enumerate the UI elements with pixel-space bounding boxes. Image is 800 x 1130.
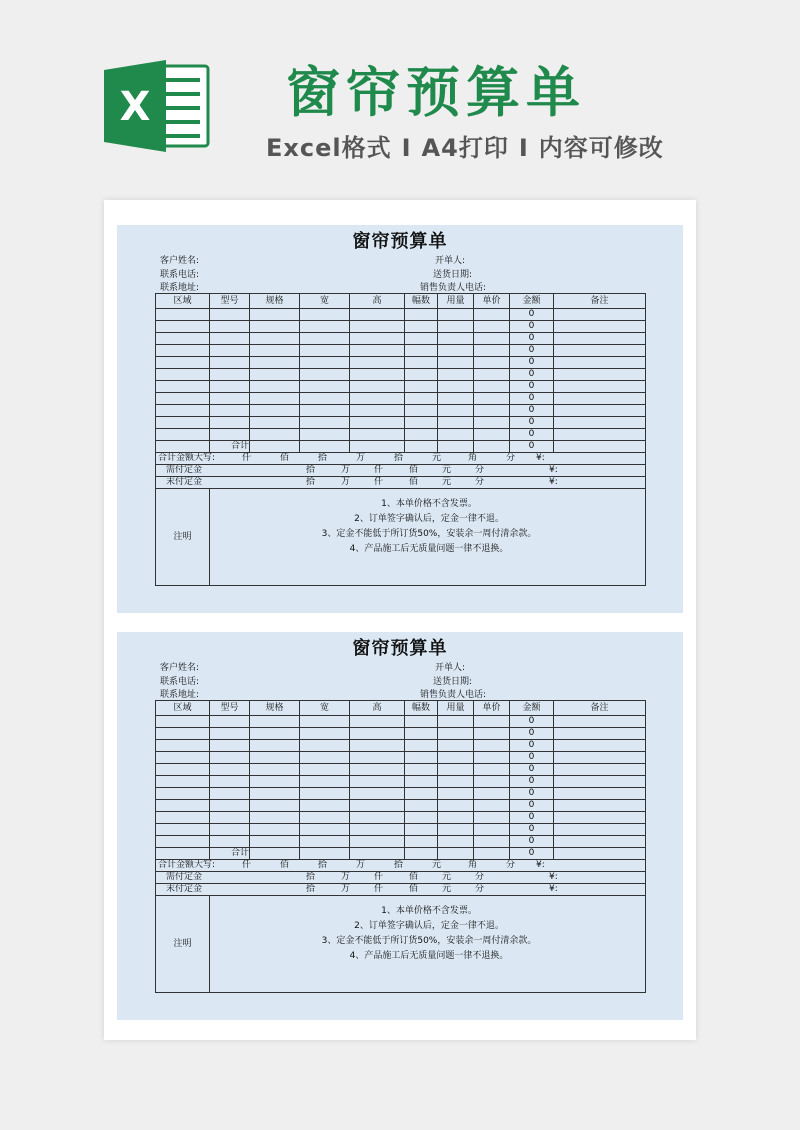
notes-list	[210, 489, 646, 586]
table-row	[156, 728, 646, 740]
unit-bai: 佰	[409, 884, 419, 894]
total-row	[156, 848, 646, 860]
form-title: 窗帘预算单	[352, 231, 448, 252]
unit-shi: 拾	[306, 884, 316, 894]
col-panels: 幅数	[405, 294, 438, 309]
total-amount: 0	[510, 441, 554, 453]
unit-shi: 拾	[394, 860, 404, 870]
customer-name-label: 客户姓名:	[160, 663, 200, 673]
col-usage: 用量	[438, 701, 474, 716]
unit-yuan: 元	[442, 465, 452, 475]
deposit-row	[156, 465, 646, 477]
row-amount: 0	[510, 776, 554, 788]
table-header-row	[156, 294, 646, 309]
unit-bai: 佰	[409, 477, 419, 487]
notes-row	[156, 896, 646, 993]
row-amount: 0	[510, 381, 554, 393]
table-row	[156, 812, 646, 824]
note-item: 2、订单签字确认后，定金一律不退。	[354, 514, 504, 524]
col-usage: 用量	[438, 294, 474, 309]
notes-list	[210, 896, 646, 993]
unit-shi: 拾	[318, 860, 328, 870]
budget-form-2	[117, 632, 683, 1020]
subtitle-separator: I	[518, 134, 529, 162]
unit-wan: 万	[356, 860, 366, 870]
table-row	[156, 321, 646, 333]
issuer-label: 开单人:	[435, 256, 466, 266]
note-item: 4、产品施工后无质量问题一律不退换。	[349, 544, 509, 554]
notes-label: 注明	[156, 896, 210, 993]
table-row	[156, 309, 646, 321]
unit-fen: 分	[506, 453, 516, 463]
amount-in-words-row	[156, 453, 646, 465]
notes-row	[156, 489, 646, 586]
row-amount: 0	[510, 836, 554, 848]
unit-qian: 仟	[242, 860, 252, 870]
table-row	[156, 333, 646, 345]
unit-yuan: 元	[442, 872, 452, 882]
paper-sheet	[104, 200, 696, 1040]
table-row	[156, 800, 646, 812]
unit-qian: 仟	[374, 477, 384, 487]
col-unit-price: 单价	[474, 701, 510, 716]
subtitle-editable: 内容可修改	[538, 134, 664, 162]
unit-fen: 分	[475, 465, 485, 475]
unit-yuan: 元	[432, 453, 442, 463]
col-area: 区域	[156, 701, 210, 716]
page-title: 窗帘预算单	[286, 61, 586, 124]
subtitle-format: Excel格式	[266, 134, 392, 162]
sales-phone-label: 销售负责人电话:	[420, 690, 487, 700]
row-amount: 0	[510, 429, 554, 441]
row-amount: 0	[510, 321, 554, 333]
table-row	[156, 405, 646, 417]
table-row	[156, 776, 646, 788]
table-row	[156, 429, 646, 441]
note-item: 1、本单价格不含发票。	[381, 906, 477, 916]
unit-shi: 拾	[306, 872, 316, 882]
row-amount: 0	[510, 740, 554, 752]
budget-form-1	[117, 225, 683, 613]
row-amount: 0	[510, 333, 554, 345]
unit-qian: 仟	[374, 884, 384, 894]
table-row	[156, 369, 646, 381]
amount-in-words-row	[156, 860, 646, 872]
issuer-label: 开单人:	[435, 663, 466, 673]
unit-wan: 万	[341, 477, 351, 487]
unit-jiao: 角	[468, 453, 478, 463]
unit-bai: 佰	[280, 453, 290, 463]
col-height: 高	[350, 701, 405, 716]
unit-yuan: 元	[442, 477, 452, 487]
row-amount: 0	[510, 824, 554, 836]
row-amount: 0	[510, 369, 554, 381]
unit-bai: 佰	[409, 465, 419, 475]
table-row	[156, 752, 646, 764]
note-item: 2、订单签字确认后，定金一律不退。	[354, 921, 504, 931]
table-row	[156, 824, 646, 836]
row-amount: 0	[510, 812, 554, 824]
unit-yen: ¥:	[536, 860, 545, 870]
table-row	[156, 788, 646, 800]
row-amount: 0	[510, 393, 554, 405]
unit-yen: ¥:	[536, 453, 545, 463]
unit-wan: 万	[356, 453, 366, 463]
unit-yen: ¥:	[549, 884, 558, 894]
col-width: 宽	[300, 294, 350, 309]
table-row	[156, 764, 646, 776]
logo-letter: X	[119, 84, 151, 130]
col-model: 型号	[210, 294, 250, 309]
unit-jiao: 角	[468, 860, 478, 870]
unit-qian: 仟	[374, 872, 384, 882]
delivery-date-label: 送货日期:	[433, 270, 473, 280]
unit-shi: 拾	[394, 453, 404, 463]
col-remark: 备注	[554, 701, 646, 716]
unit-yuan: 元	[432, 860, 442, 870]
unit-fen: 分	[475, 477, 485, 487]
balance-row	[156, 884, 646, 896]
row-amount: 0	[510, 800, 554, 812]
note-item: 3、定金不能低于所订货50%，安装余一周付清余款。	[321, 529, 537, 539]
unit-wan: 万	[341, 872, 351, 882]
unit-wan: 万	[341, 884, 351, 894]
row-amount: 0	[510, 728, 554, 740]
subtitle-separator: I	[401, 134, 412, 162]
table-header-row	[156, 701, 646, 716]
table-row	[156, 836, 646, 848]
table-row	[156, 417, 646, 429]
sales-phone-label: 销售负责人电话:	[420, 283, 487, 293]
row-amount: 0	[510, 716, 554, 728]
row-amount: 0	[510, 417, 554, 429]
budget-table	[155, 293, 646, 586]
table-row	[156, 740, 646, 752]
total-label: 合计	[210, 441, 250, 453]
note-item: 4、产品施工后无质量问题一律不退换。	[349, 951, 509, 961]
balance-row	[156, 477, 646, 489]
excel-logo-icon	[104, 60, 214, 152]
table-row	[156, 716, 646, 728]
col-panels: 幅数	[405, 701, 438, 716]
unit-shi: 拾	[306, 465, 316, 475]
table-row	[156, 357, 646, 369]
amount-in-words-label: 合计金额大写:	[158, 860, 216, 870]
total-label: 合计	[210, 848, 250, 860]
unit-wan: 万	[341, 465, 351, 475]
table-row	[156, 381, 646, 393]
balance-label: 末付定金	[166, 884, 203, 894]
table-row	[156, 393, 646, 405]
unit-fen: 分	[506, 860, 516, 870]
col-model: 型号	[210, 701, 250, 716]
unit-bai: 佰	[280, 860, 290, 870]
unit-shi: 拾	[306, 477, 316, 487]
col-area: 区域	[156, 294, 210, 309]
row-amount: 0	[510, 345, 554, 357]
col-spec: 规格	[250, 701, 300, 716]
customer-name-label: 客户姓名:	[160, 256, 200, 266]
row-amount: 0	[510, 788, 554, 800]
col-spec: 规格	[250, 294, 300, 309]
col-amount: 金额	[510, 701, 554, 716]
budget-table	[155, 700, 646, 993]
total-row	[156, 441, 646, 453]
unit-yen: ¥:	[549, 872, 558, 882]
address-label: 联系地址:	[160, 690, 200, 700]
unit-qian: 仟	[242, 453, 252, 463]
header	[0, 0, 800, 190]
notes-label: 注明	[156, 489, 210, 586]
col-remark: 备注	[554, 294, 646, 309]
row-amount: 0	[510, 752, 554, 764]
form-title: 窗帘预算单	[352, 638, 448, 659]
phone-label: 联系电话:	[160, 677, 200, 687]
balance-label: 末付定金	[166, 477, 203, 487]
unit-yen: ¥:	[549, 477, 558, 487]
unit-shi: 拾	[318, 453, 328, 463]
deposit-row	[156, 872, 646, 884]
col-amount: 金额	[510, 294, 554, 309]
row-amount: 0	[510, 764, 554, 776]
delivery-date-label: 送货日期:	[433, 677, 473, 687]
amount-in-words-label: 合计金额大写:	[158, 453, 216, 463]
deposit-label: 需付定金	[166, 465, 203, 475]
page-subtitle	[266, 128, 664, 163]
unit-qian: 仟	[374, 465, 384, 475]
note-item: 1、本单价格不含发票。	[381, 499, 477, 509]
deposit-label: 需付定金	[166, 872, 203, 882]
col-width: 宽	[300, 701, 350, 716]
row-amount: 0	[510, 309, 554, 321]
row-amount: 0	[510, 405, 554, 417]
unit-fen: 分	[475, 872, 485, 882]
subtitle-print: A4打印	[421, 134, 509, 162]
unit-fen: 分	[475, 884, 485, 894]
phone-label: 联系电话:	[160, 270, 200, 280]
unit-bai: 佰	[409, 872, 419, 882]
note-item: 3、定金不能低于所订货50%，安装余一周付清余款。	[321, 936, 537, 946]
unit-yuan: 元	[442, 884, 452, 894]
total-amount: 0	[510, 848, 554, 860]
address-label: 联系地址:	[160, 283, 200, 293]
table-row	[156, 345, 646, 357]
col-height: 高	[350, 294, 405, 309]
row-amount: 0	[510, 357, 554, 369]
unit-yen: ¥:	[549, 465, 558, 475]
col-unit-price: 单价	[474, 294, 510, 309]
